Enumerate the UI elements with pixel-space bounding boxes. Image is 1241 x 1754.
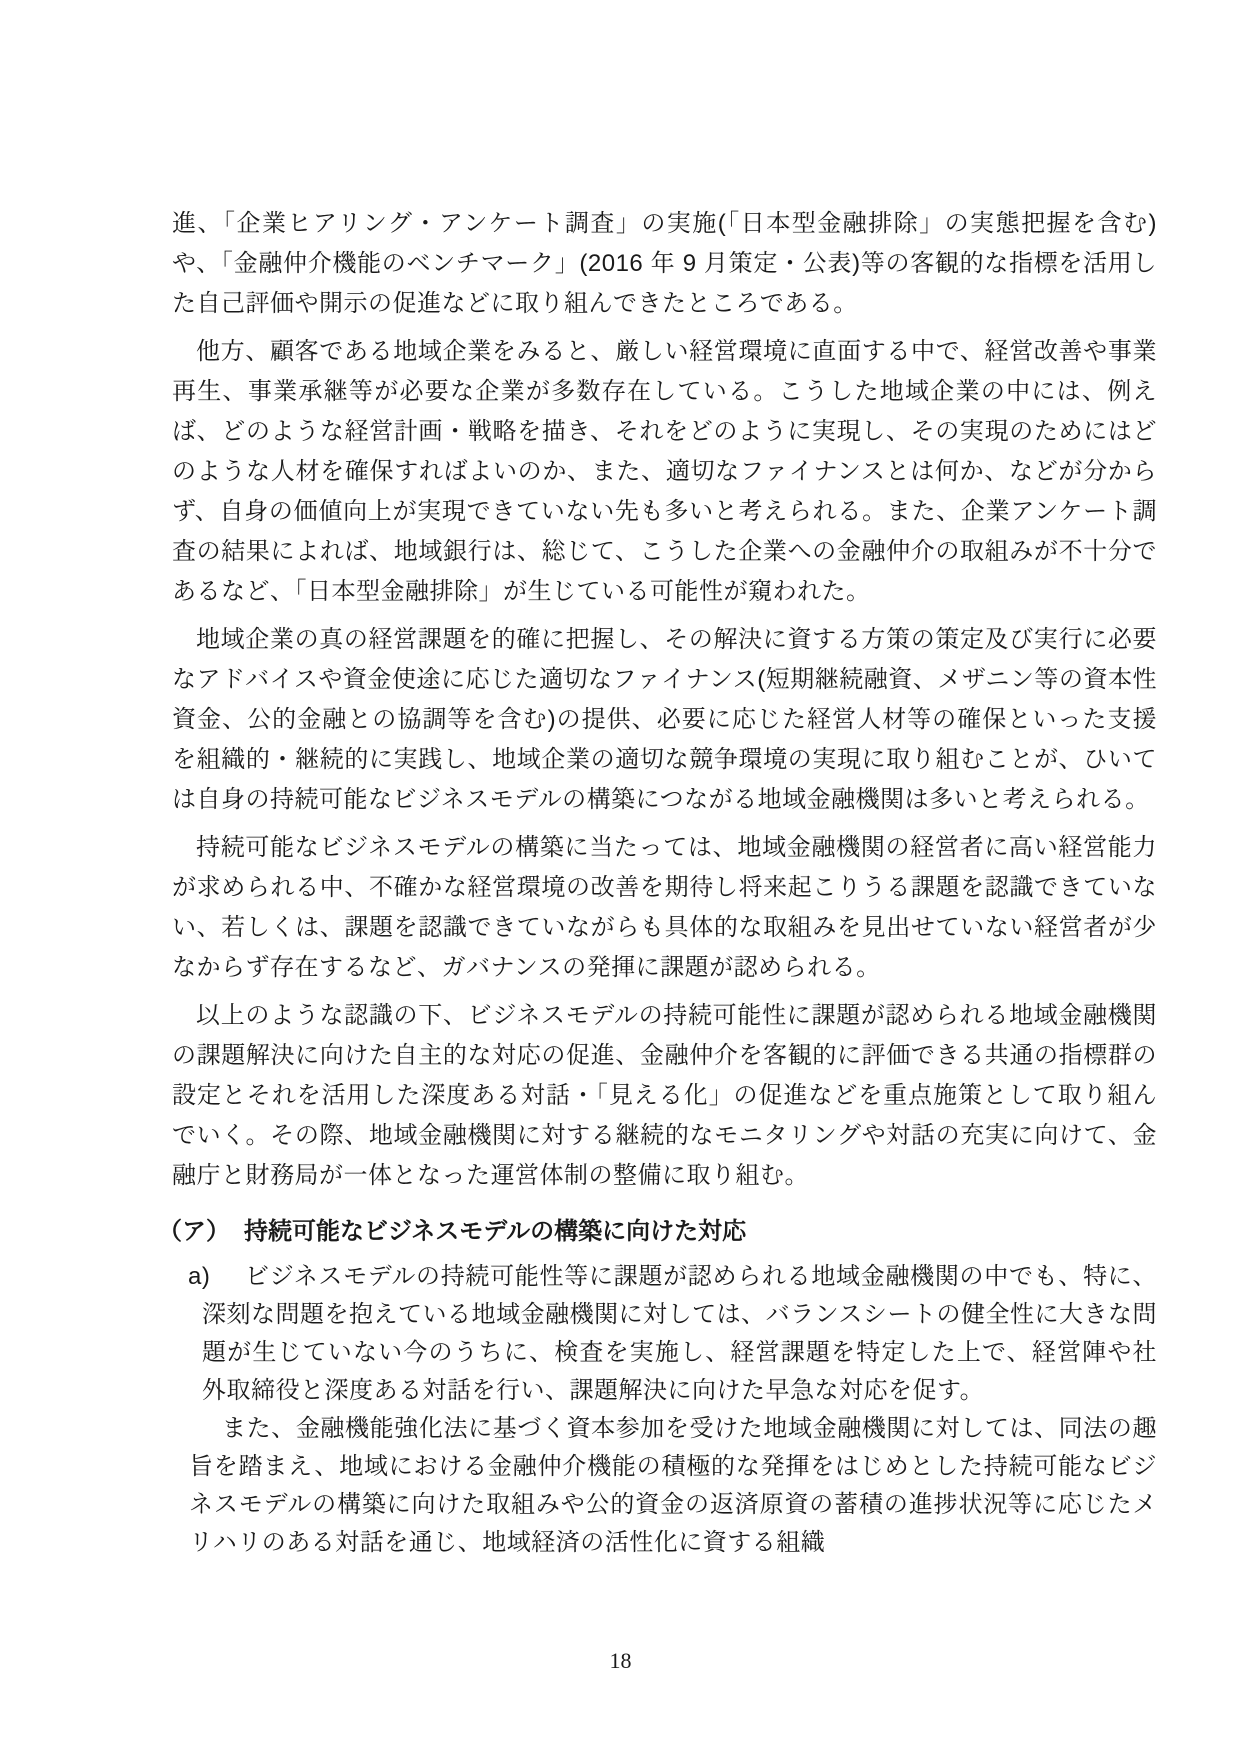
section-heading-title: 持続可能なビジネスモデルの構築に向けた対応 <box>244 1218 747 1245</box>
section-heading-label: （ア） <box>158 1218 230 1245</box>
body-paragraph: 他方、顧客である地域企業をみると、厳しい経営環境に直面する中で、経営改善や事業再生、事業承継等が必要な企業が多数存在している。こうした地域企業の中には、例えば、どのような経営計画・戦略を描き、それをどのように実現し、その実現のためにはどのような人材を確保すればよいのか、また、適切なファイナンスとは何か、などが分からず、自身の価値向上が実現できていない先も多いと考えられる。また、企業アンケート調査の結果によれば、地域銀行は、総じて、こうした企業への金融仲介の取組みが不十分であるなど、「日本型金融排除」が生じている可能性が窺われた。 <box>172 338 1157 605</box>
list-item-a <box>172 1258 1157 1562</box>
list-item-a-paragraph: また、金融機能強化法に基づく資本参加を受けた地域金融機関に対しては、同法の趣旨を踏まえ、地域における金融仲介機能の積極的な発揮をはじめとした持続可能なビジネスモデルの構築に向けた取組みや公的資金の返済原資の蓄積の進捗状況等に応じたメリハリのある対話を通じ、地域経済の活性化に資する組織 <box>189 1415 1157 1556</box>
list-item-a-text: ビジネスモデルの持続可能性等に課題が認められる地域金融機関の中でも、特に、深刻な問題を抱えている地域金融機関に対しては、バランスシートの健全性に大きな問題が生じていない今のうちに、検査を実施し、経営課題を特定した上で、経営陣や社外取締役と深度ある対話を行い、課題解決に向けた早急な対応を促す。 <box>202 1263 1157 1404</box>
list-item-a-label: a) <box>188 1263 211 1290</box>
page-body <box>158 204 1157 1562</box>
body-paragraph: 以上のような認識の下、ビジネスモデルの持続可能性に課題が認められる地域金融機関の課題解決に向けた自主的な対応の促進、金融仲介を客観的に評価できる共通の指標群の設定とそれを活用した深度ある対話・「見える化」の促進などを重点施策として取り組んでいく。その際、地域金融機関に対する継続的なモニタリングや対話の充実に向けて、金融庁と財務局が一体となった運営体制の整備に取り組む。 <box>172 1002 1157 1189</box>
body-paragraph: 進、「企業ヒアリング・アンケート調査」の実施(「日本型金融排除」の実態把握を含む)や、「金融仲介機能のベンチマーク」(2016 年 9 月策定・公表)等の客観的な指標を活用した自己評価や開示の促進などに取り組んできたところである。 <box>172 210 1157 317</box>
page-number: 18 <box>609 1648 632 1673</box>
body-paragraph: 持続可能なビジネスモデルの構築に当たっては、地域金融機関の経営者に高い経営能力が求められる中、不確かな経営環境の改善を期待し将来起こりうる課題を認識できていない、若しくは、課題を認識できていながらも具体的な取組みを見出せていない経営者が少なからず存在するなど、ガバナンスの発揮に課題が認められる。 <box>172 834 1157 981</box>
list-item-a-paragraph <box>188 1258 1157 1410</box>
section-heading <box>158 1212 1157 1252</box>
body-paragraph: 地域企業の真の経営課題を的確に把握し、その解決に資する方策の策定及び実行に必要なアドバイスや資金使途に応じた適切なファイナンス(短期継続融資、メザニン等の資本性資金、公的金融との協調等を含む)の提供、必要に応じた経営人材等の確保といった支援を組織的・継続的に実践し、地域企業の適切な競争環境の実現に取り組むことが、ひいては自身の持続可能なビジネスモデルの構築につながる地域金融機関は多いと考えられる。 <box>172 626 1157 813</box>
